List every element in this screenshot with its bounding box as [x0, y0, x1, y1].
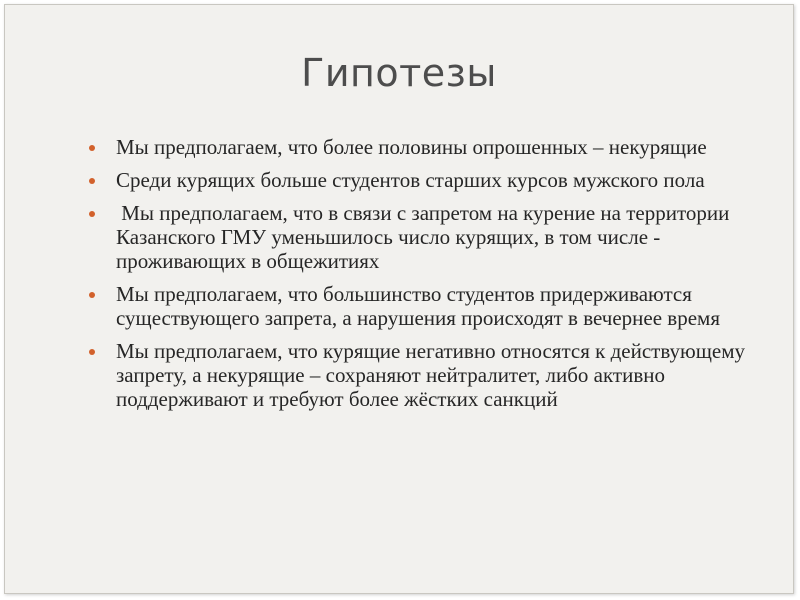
- bullet-list: [89, 135, 759, 420]
- slide-title: Гипотезы: [301, 51, 497, 95]
- bullet-item: [89, 339, 759, 411]
- bullet-dot-icon: [89, 211, 95, 217]
- bullet-dot-icon: [89, 145, 95, 151]
- bullet-dot-icon: [89, 292, 95, 298]
- bullet-text: Среди курящих больше студентов старших курсов мужского пола: [116, 168, 705, 192]
- bullet-text: Мы предполагаем, что большинство студентов придерживаются существующего запрета, а нарушения происходят в вечернее время: [116, 282, 720, 330]
- bullet-text: Мы предполагаем, что более половины опрошенных – некурящие: [116, 135, 707, 159]
- bullet-item: [89, 282, 759, 330]
- bullet-dot-icon: [89, 178, 95, 184]
- bullet-item: [89, 201, 759, 273]
- bullet-item: [89, 135, 759, 159]
- bullet-dot-icon: [89, 349, 95, 355]
- bullet-item: [89, 168, 759, 192]
- bullet-text: Мы предполагаем, что в связи с запретом на курение на территории Казанского ГМУ уменьшилось число курящих, в том числе - проживающих в общежитиях: [116, 201, 735, 273]
- slide: [4, 4, 794, 594]
- bullet-text: Мы предполагаем, что курящие негативно относятся к действующему запрету, а некурящие – сохраняют нейтралитет, либо активно поддерживают и требуют более жёстких санкций: [116, 339, 751, 411]
